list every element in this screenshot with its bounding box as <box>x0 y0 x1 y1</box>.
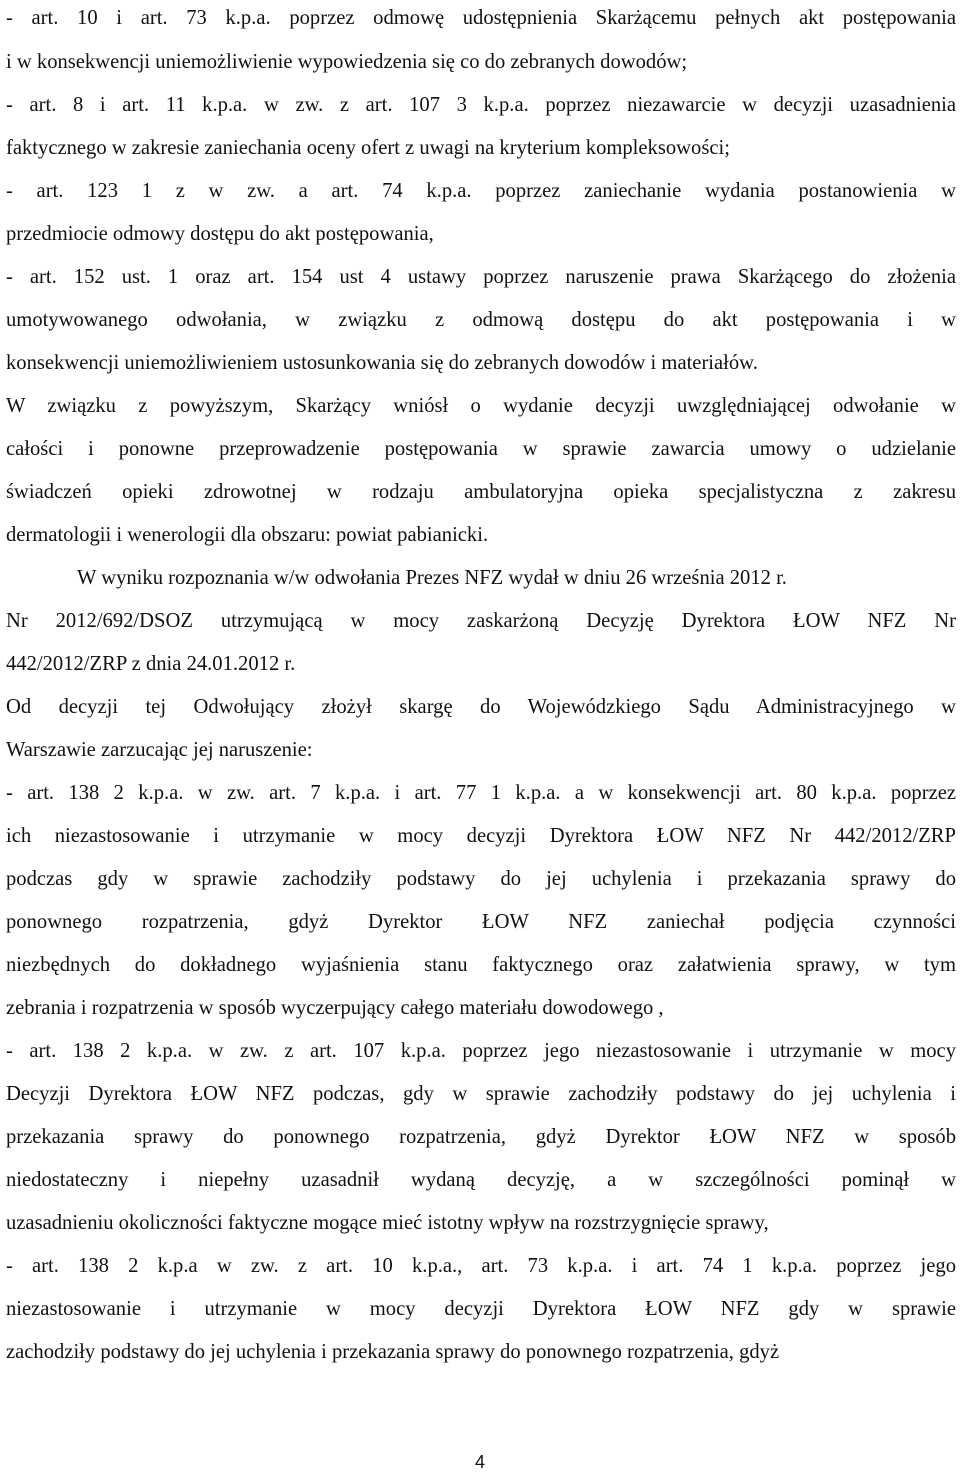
text-line: - art. 123 1 z w zw. a art. 74 k.p.a. poprzez zaniechanie wydania postanowienia w <box>6 180 956 202</box>
text-line: i w konsekwencji uniemożliwienie wypowiedzenia się co do zebranych dowodów; <box>6 51 688 73</box>
text-line: ponownego rozpatrzenia, gdyż Dyrektor ŁOW NFZ zaniechał podjęcia czynności <box>6 911 956 933</box>
page-number: 4 <box>474 1452 485 1472</box>
text-line: niezbędnych do dokładnego wyjaśnienia stanu faktycznego oraz załatwienia sprawy, w tym <box>6 954 956 976</box>
text-line: faktycznego w zakresie zaniechania oceny ofert z uwagi na kryterium kompleksowości; <box>6 137 730 159</box>
text-line: W wyniku rozpoznania w/w odwołania Prezes NFZ wydał w dniu 26 września 2012 r. <box>77 567 787 589</box>
text-line: zebrania i rozpatrzenia w sposób wyczerpujący całego materiału dowodowego , <box>6 997 664 1019</box>
text-line: - art. 8 i art. 11 k.p.a. w zw. z art. 107 3 k.p.a. poprzez niezawarcie w decyzji uzasadnienia <box>6 94 956 116</box>
text-line: konsekwencji uniemożliwieniem ustosunkowania się do zebranych dowodów i materiałów. <box>6 352 758 374</box>
text-line: 442/2012/ZRP z dnia 24.01.2012 r. <box>6 653 296 675</box>
text-line: Od decyzji tej Odwołujący złożył skargę do Wojewódzkiego Sądu Administracyjnego w <box>6 696 956 718</box>
text-line: - art. 10 i art. 73 k.p.a. poprzez odmowę udostępnienia Skarżącemu pełnych akt postępowania <box>6 7 956 29</box>
text-line: Decyzji Dyrektora ŁOW NFZ podczas, gdy w sprawie zachodziły podstawy do jej uchylenia i <box>6 1083 956 1105</box>
text-line: dermatologii i wenerologii dla obszaru: powiat pabianicki. <box>6 524 489 546</box>
text-line: niezastosowanie i utrzymanie w mocy decyzji Dyrektora ŁOW NFZ gdy w sprawie <box>6 1298 956 1320</box>
text-line: uzasadnieniu okoliczności faktyczne mogące mieć istotny wpływ na rozstrzygnięcie sprawy, <box>6 1212 769 1234</box>
text-line: - art. 138 2 k.p.a. w zw. z art. 107 k.p.a. poprzez jego niezastosowanie i utrzymanie w mocy <box>6 1040 956 1062</box>
text-line: zachodziły podstawy do jej uchylenia i przekazania sprawy do ponownego rozpatrzenia, gdyż <box>6 1341 780 1363</box>
text-line: umotywowanego odwołania, w związku z odmową dostępu do akt postępowania i w <box>6 309 956 331</box>
text-line: Nr 2012/692/DSOZ utrzymującą w mocy zaskarżoną Decyzję Dyrektora ŁOW NFZ Nr <box>6 610 956 632</box>
text-line: Warszawie zarzucając jej naruszenie: <box>6 739 313 761</box>
text-line: - art. 138 2 k.p.a. w zw. art. 7 k.p.a. i art. 77 1 k.p.a. a w konsekwencji art. 80 k.p.a. poprzez <box>6 782 956 804</box>
text-line: ich niezastosowanie i utrzymanie w mocy decyzji Dyrektora ŁOW NFZ Nr 442/2012/ZRP <box>6 825 956 847</box>
text-line: całości i ponowne przeprowadzenie postępowania w sprawie zawarcia umowy o udzielanie <box>6 438 956 460</box>
text-line: przekazania sprawy do ponownego rozpatrzenia, gdyż Dyrektor ŁOW NFZ w sposób <box>6 1126 956 1148</box>
text-line: przedmiocie odmowy dostępu do akt postępowania, <box>6 223 434 245</box>
text-line: świadczeń opieki zdrowotnej w rodzaju ambulatoryjna opieka specjalistyczna z zakresu <box>6 481 956 503</box>
text-line: W związku z powyższym, Skarżący wniósł o wydanie decyzji uwzględniającej odwołanie w <box>6 395 956 417</box>
text-line: niedostateczny i niepełny uzasadnił wydaną decyzję, a w szczególności pominął w <box>6 1169 956 1191</box>
text-line: - art. 138 2 k.p.a w zw. z art. 10 k.p.a., art. 73 k.p.a. i art. 74 1 k.p.a. poprzez jego <box>6 1255 956 1277</box>
text-line: podczas gdy w sprawie zachodziły podstawy do jej uchylenia i przekazania sprawy do <box>6 868 956 890</box>
text-line: - art. 152 ust. 1 oraz art. 154 ust 4 ustawy poprzez naruszenie prawa Skarżącego do złożenia <box>6 266 956 288</box>
